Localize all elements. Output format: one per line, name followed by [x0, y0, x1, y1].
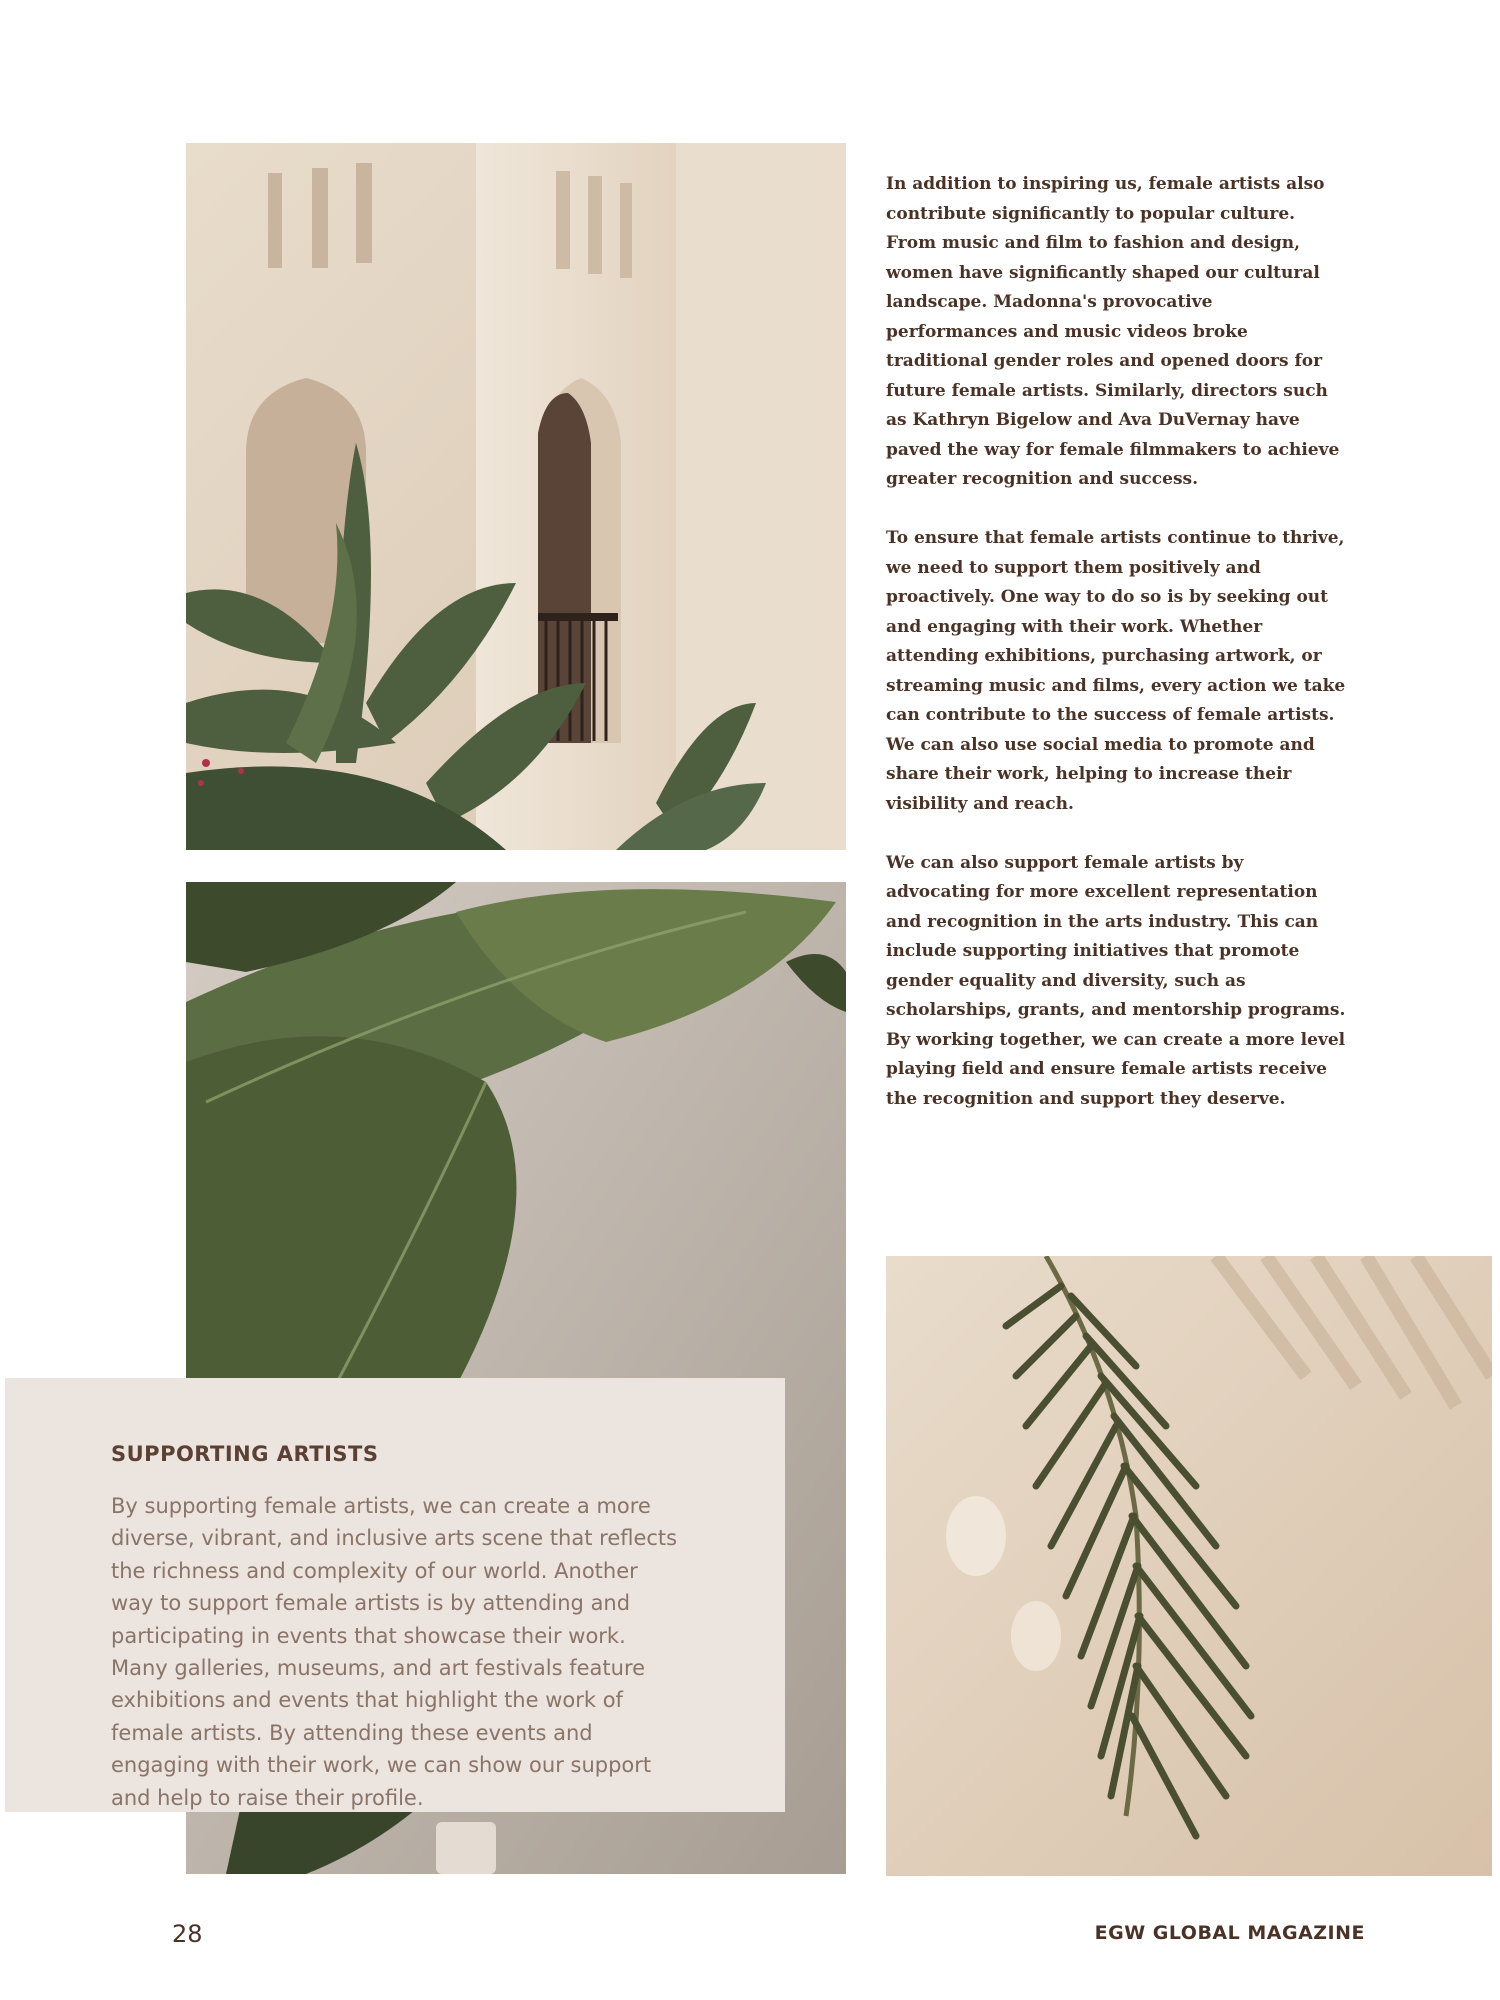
photo-arch-building [186, 143, 846, 850]
article-paragraph-3: We can also support female artists by advocating for more excellent representation and recognition in the arts industry. This can include supporting initiatives that promote gender equality and diversity, such as scholarships, grants, and mentorship programs. By working together, we can create a more level playing field and ensure female artists receive the recognition and support they deserve. [886, 852, 1346, 1109]
supporting-artists-callout [5, 1378, 785, 1812]
magazine-name: EGW GLOBAL MAGAZINE [1094, 1922, 1365, 1944]
page-number: 28 [172, 1920, 203, 1948]
callout-body: By supporting female artists, we can create a more diverse, vibrant, and inclusive arts scene that reflects the richness and complexity of our world. Another way to support female artists is by attending and participating in events that showcase their work. Many galleries, museums, and art festivals feature exhibitions and events that highlight the work of female artists. By attending these events and engaging with their work, we can show our support and help to raise their profile. [111, 1494, 678, 1810]
article-paragraph-1: In addition to inspiring us, female artists also contribute significantly to popular culture. From music and film to fashion and design, women have significantly shaped our cultural landscape. Madonna's provocative performances and music videos broke traditional gender roles and opened doors for future female artists. Similarly, directors such as Kathryn Bigelow and Ava DuVernay have paved the way for female filmmakers to achieve greater recognition and success. [886, 174, 1340, 489]
article-paragraph-2: To ensure that female artists continue to thrive, we need to support them positively and proactively. One way to do so is by seeking out and engaging with their work. Whether attending exhibitions, purchasing artwork, or streaming music and films, every action we take can contribute to the success of female artists. We can also use social media to promote and share their work, helping to increase their visibility and reach. [886, 528, 1346, 814]
photo-palm-frond [886, 1256, 1492, 1876]
article-text [886, 170, 1346, 1144]
callout-heading: SUPPORTING ARTISTS [111, 1442, 379, 1466]
